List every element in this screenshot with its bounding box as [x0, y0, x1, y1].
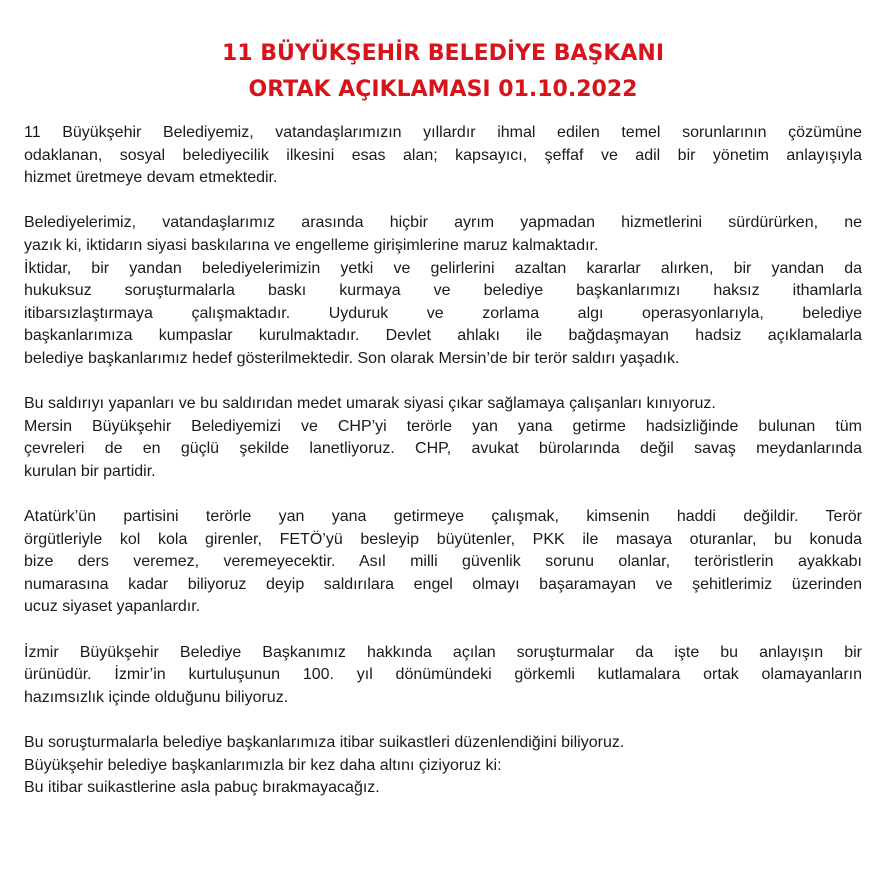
- text-line: hizmet üretmeye devam etmektedir.: [24, 169, 278, 187]
- text-line: bize ders veremez, veremeyecektir. Asıl milli güvenlik sorunu olanlar, teröristlerin ayakkabı: [24, 553, 862, 571]
- text-line: İzmir Büyükşehir Belediye Başkanımız hakkında açılan soruşturmalar da işte bu anlayışın bir: [24, 643, 862, 661]
- text-line: İktidar, bir yandan belediyelerimizin yetki ve gelirlerini azaltan kararlar alırken, bir yandan da: [24, 259, 862, 277]
- statement-body: [24, 122, 862, 800]
- text-line: örgütleriyle kol kola girenler, FETÖ’yü besleyip büyütenler, PKK ile masaya oturanlar, bu konuda: [24, 530, 862, 548]
- paragraph-5: [24, 642, 862, 710]
- text-line: Atatürk’ün partisini terörle yan yana getirmeye çalışmak, kimsenin haddi değildir. Terör: [24, 508, 862, 526]
- text-line: yazık ki, iktidarın siyasi baskılarına ve engelleme girişimlerine maruz kalmaktadır.: [24, 236, 599, 254]
- paragraph-2: [24, 212, 862, 370]
- text-line: kurulan bir partidir.: [24, 462, 156, 480]
- paragraph-6: [24, 732, 862, 800]
- title-line-1: 11 BÜYÜKŞEHİR BELEDİYE BAŞKANI: [221, 41, 665, 66]
- title-line-2: ORTAK AÇIKLAMASI 01.10.2022: [248, 77, 638, 102]
- paragraph-1: [24, 122, 862, 190]
- text-line: odaklanan, sosyal belediyecilik ilkesini esas alan; kapsayıcı, şeffaf ve adil bir yönetim anlayışıyla: [24, 146, 862, 164]
- text-line: hazımsızlık içinde olduğunu biliyoruz.: [24, 688, 289, 706]
- paragraph-4: [24, 506, 862, 619]
- page-title: [0, 36, 886, 108]
- text-line: çevreleri de en güçlü şekilde lanetliyoruz. CHP, avukat bürolarında değil savaş meydanlarında: [24, 440, 862, 458]
- text-line: itibarsızlaştırmaya çalışmaktadır. Uyduruk ve zorlama algı operasyonlarıyla, belediye: [24, 304, 862, 322]
- text-line: numarasına kadar biliyoruz deyip saldırılara engel olmayı başaramayan ve şehitlerimiz üzerinden: [24, 575, 862, 593]
- text-line: Bu itibar suikastlerine asla pabuç bırakmayacağız.: [24, 779, 380, 797]
- text-line: Mersin Büyükşehir Belediyemizi ve CHP’yi terörle yan yana getirme hadsizliğinde bulunan tüm: [24, 417, 862, 435]
- text-line: Bu saldırıyı yapanları ve bu saldırıdan medet umarak siyasi çıkar sağlamaya çalışanları kınıyoruz.: [24, 395, 716, 413]
- text-line: belediye başkanlarımız hedef gösterilmektedir. Son olarak Mersin’de bir terör saldırı yaşadık.: [24, 349, 680, 367]
- text-line: Büyükşehir belediye başkanlarımızla bir kez daha altını çiziyoruz ki:: [24, 756, 502, 774]
- text-line: hukuksuz soruşturmalarla baskı kurmaya ve belediye başkanlarımızı haksız ithamlarla: [24, 282, 862, 300]
- text-line: Belediyelerimiz, vatandaşlarımız arasında hiçbir ayrım yapmadan hizmetlerini sürdürürken, ne: [24, 214, 862, 232]
- text-line: ürünüdür. İzmir’in kurtuluşunun 100. yıl dönümündeki görkemli kutlamalara ortak olamayanların: [24, 666, 862, 684]
- paragraph-3: [24, 393, 862, 483]
- text-line: 11 Büyükşehir Belediyemiz, vatandaşlarımızın yıllardır ihmal edilen temel sorunlarının çözümüne: [24, 124, 862, 141]
- text-line: ucuz siyaset yapanlardır.: [24, 598, 201, 616]
- text-line: başkanlarımıza kumpaslar kurulmaktadır. Devlet ahlakı ile bağdaşmayan hadsiz açıklamalarla: [24, 327, 862, 345]
- text-line: Bu soruşturmalarla belediye başkanlarımıza itibar suikastleri düzenlendiğini biliyoruz.: [24, 734, 625, 752]
